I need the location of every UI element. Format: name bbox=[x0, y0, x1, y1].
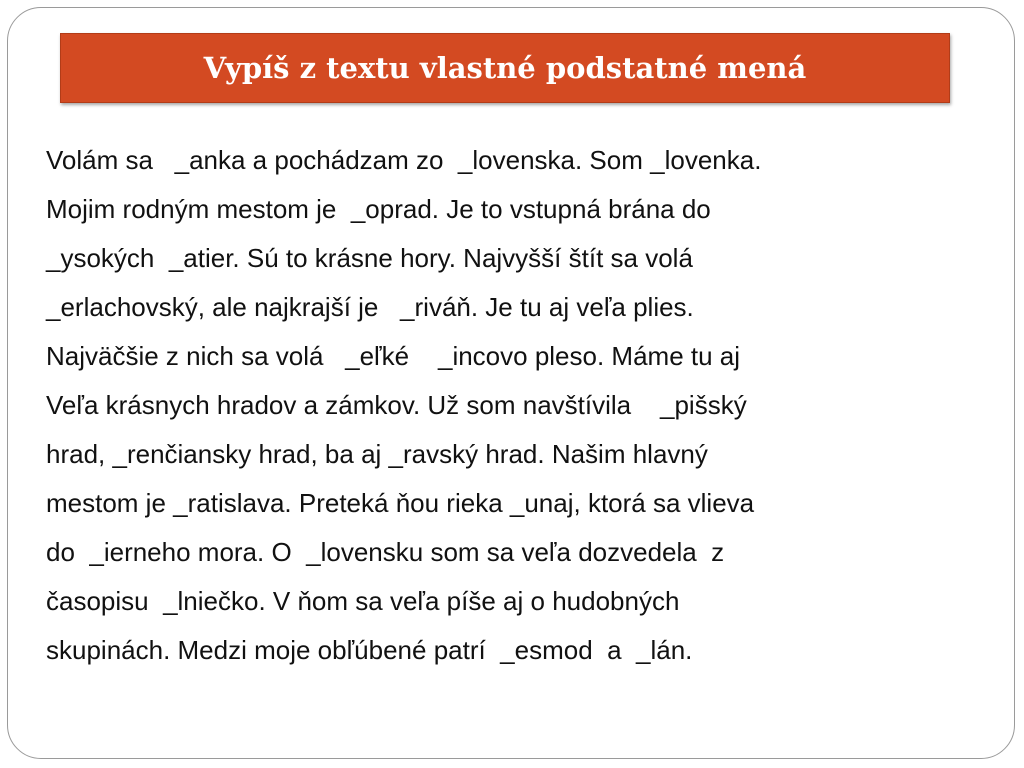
text-line: Mojim rodným mestom je _oprad. Je to vstupná brána do bbox=[46, 194, 711, 224]
title-banner bbox=[60, 33, 950, 103]
text-line: _ysokých _atier. Sú to krásne hory. Najvyšší štít sa volá bbox=[46, 243, 693, 273]
text-line: hrad, _renčiansky hrad, ba aj _ravský hrad. Našim hlavný bbox=[46, 439, 708, 469]
text-line: mestom je _ratislava. Preteká ňou rieka _unaj, ktorá sa vlieva bbox=[46, 488, 755, 518]
text-line: do _ierneho mora. O _lovensku som sa veľa dozvedela z bbox=[46, 537, 725, 567]
slide bbox=[7, 7, 1015, 759]
slide-title: Vypíš z textu vlastné podstatné mená bbox=[203, 51, 807, 85]
text-line: _erlachovský, ale najkrajší je _riváň. Je tu aj veľa plies. bbox=[46, 292, 694, 322]
exercise-text bbox=[46, 136, 1006, 675]
text-line: Najväčšie z nich sa volá _eľké _incovo pleso. Máme tu aj bbox=[46, 341, 741, 371]
text-line: časopisu _lniečko. V ňom sa veľa píše aj o hudobných bbox=[46, 586, 680, 616]
text-line: skupinách. Medzi moje obľúbené patrí _esmod a _lán. bbox=[46, 635, 693, 665]
text-line: Veľa krásnych hradov a zámkov. Už som navštívila _pišský bbox=[46, 390, 747, 420]
text-line: Volám sa _anka a pochádzam zo _lovenska. Som _lovenka. bbox=[46, 145, 762, 175]
